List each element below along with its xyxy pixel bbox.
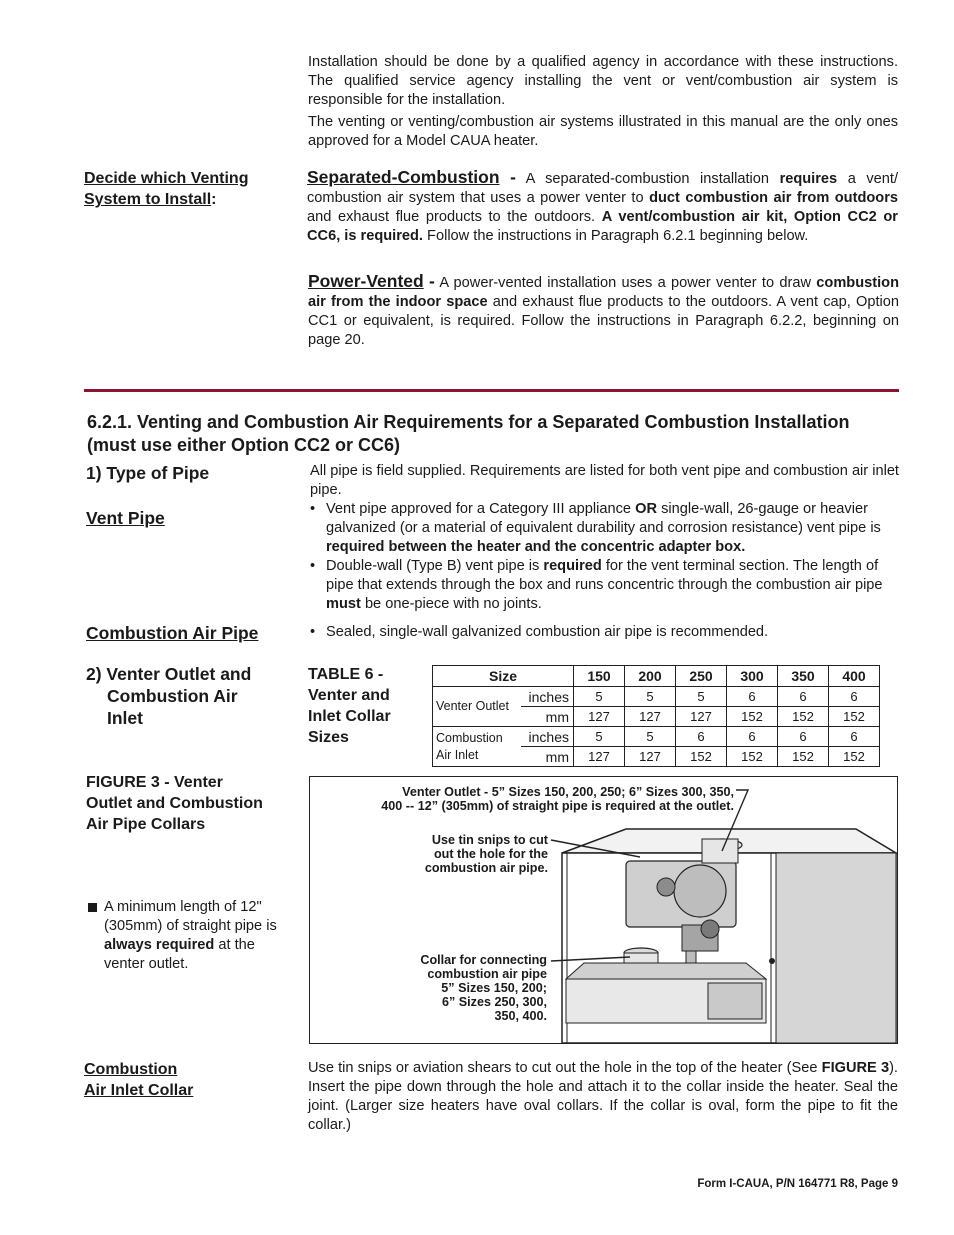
section-heading-line-1: 6.2.1. Venting and Combustion Air Requirements for a Separated Combustion Installation	[87, 412, 850, 432]
section-heading-line-2: (must use either Option CC2 or CC6)	[87, 435, 401, 455]
vent-pipe-b2-text-1: Double-wall (Type B) vent pipe is	[326, 558, 540, 574]
table6-unit: mm	[521, 707, 574, 727]
inlet-collar-bold: FIGURE 3	[821, 1060, 890, 1076]
table6-caption-line-1: TABLE 6 -	[308, 666, 384, 683]
figure3-note-text-2: at the venter outlet.	[104, 937, 255, 972]
vent-pipe-b2-bold-1: required	[543, 558, 602, 574]
table6-cell: 5	[676, 687, 727, 707]
vent-pipe-bullet-1	[308, 500, 900, 557]
table6-cell: 152	[676, 747, 727, 767]
inlet-collar-text-1: Use tin snips or aviation shears to cut out the hole in the top of the heater (See	[308, 1060, 818, 1076]
decide-colon: :	[211, 191, 217, 208]
table6-cell: 6	[829, 727, 880, 747]
power-vented-bold-1: combustion air from the indoor space	[308, 275, 899, 310]
vent-pipe-b1-bold-2: required between the heater and the concentric adapter box.	[326, 539, 746, 555]
table-row	[433, 727, 880, 747]
table6-cell: 152	[829, 707, 880, 727]
callout-venter-outlet	[320, 785, 734, 813]
table6-caption-line-4: Sizes	[308, 729, 349, 746]
table6-cell: 6	[778, 687, 829, 707]
separated-bold-3: A vent/combustion air kit, Option CC2 or CC6, is required.	[307, 209, 898, 244]
callout-venter-outlet-line-1: Venter Outlet - 5” Sizes 150, 200, 250; 6” Sizes 300, 350,	[402, 785, 734, 799]
callout-tin-snips-line-1: Use tin snips to cut	[431, 833, 548, 847]
page-footer: Form I-CAUA, P/N 164771 R8, Page 9	[697, 1178, 898, 1190]
table-row	[433, 687, 880, 707]
decide-venting-heading-text: Decide which Venting System to Install	[84, 170, 249, 208]
table6	[432, 665, 880, 767]
table6-header-cell: 400	[829, 666, 880, 687]
venter-outlet-label-line-2: Combustion Air	[107, 686, 238, 706]
table6-group-venter-outlet: Venter Outlet	[433, 687, 522, 727]
table6-cell: 6	[727, 687, 778, 707]
combustion-air-pipe-list	[308, 623, 900, 642]
vent-pipe-b2-text-2: for the vent terminal section. The length of pipe that extends through the box and runs concentric through the combustion air pipe	[326, 558, 883, 593]
vent-pipe-b2-bold-2: must	[326, 596, 361, 612]
table6-cell: 152	[778, 707, 829, 727]
figure3-note-bold: always required	[104, 937, 215, 953]
inlet-collar-label-line-1: Combustion	[84, 1061, 178, 1078]
separated-text-4: Follow the instructions in Paragraph 6.2.1 beginning below.	[427, 228, 809, 244]
intro-paragraph-1: Installation should be done by a qualified agency in accordance with these instructions. The qualified service agency installing the vent or vent/combustion air system is responsible for the installation.	[308, 54, 898, 108]
callout-tin-snips-line-3: combustion air pipe.	[424, 861, 548, 875]
separated-bold-2: duct combustion air from outdoors	[649, 190, 898, 206]
type-of-pipe-text: All pipe is field supplied. Requirements are listed for both vent pipe and combustion air inlet pipe.	[310, 463, 899, 498]
section-divider	[84, 389, 899, 392]
separated-text-3: and exhaust flue products to the outdoors.	[307, 209, 596, 225]
table6-cell: 127	[676, 707, 727, 727]
decide-venting-heading	[84, 168, 284, 210]
table6-caption-line-2: Venter and	[308, 687, 390, 704]
table6-unit: mm	[521, 747, 574, 767]
table6-cell: 5	[574, 687, 625, 707]
figure3-caption	[86, 772, 263, 835]
table6-header-cell: 300	[727, 666, 778, 687]
inlet-collar-label-line-2: Air Inlet Collar	[84, 1082, 194, 1099]
table6-cell: 152	[727, 747, 778, 767]
power-vented-paragraph	[308, 272, 899, 350]
table6-cell: 127	[574, 747, 625, 767]
venter-outlet-label-line-1: 2) Venter Outlet and	[86, 664, 252, 684]
separated-dash: -	[510, 167, 516, 187]
vent-pipe-b1-text-2: single-wall, 26-gauge or heavier galvanized (or a material of equivalent durability and corrosion resistance) vent pipe is	[326, 501, 881, 536]
inlet-collar-label	[84, 1059, 193, 1101]
table6-caption	[308, 664, 391, 748]
callout-tin-snips-line-2: out the hole for the	[433, 847, 548, 861]
table6-unit: inches	[521, 727, 574, 747]
vent-pipe-label: Vent Pipe	[86, 508, 165, 528]
figure3-note-text-1: A minimum length of 12" (305mm) of straight pipe is	[104, 899, 277, 934]
venter-outlet-label	[86, 663, 251, 729]
table6-cell: 6	[829, 687, 880, 707]
table6-header-row	[433, 666, 880, 687]
figure3-box	[309, 776, 898, 1044]
table6-caption-line-3: Inlet Collar	[308, 708, 391, 725]
combustion-air-pipe-bullet: • Sealed, single-wall galvanized combustion air pipe is recommended.	[308, 623, 900, 642]
figure3-caption-line-3: Air Pipe Collars	[86, 816, 206, 833]
power-vented-text-2: and exhaust flue products to the outdoors. A vent cap, Option CC1 or equivalent, is required. Follow the instructions in Paragraph 6.2.2, beginning on page 20.	[308, 294, 899, 348]
callout-collar-line-2: combustion air pipe	[427, 967, 547, 981]
power-vented-dash: -	[429, 271, 435, 291]
separated-combustion-paragraph	[307, 168, 898, 246]
separated-text-1: A separated-combustion installation	[525, 171, 770, 187]
table6-cell: 127	[625, 707, 676, 727]
table6-cell: 127	[625, 747, 676, 767]
table6-header-cell: 250	[676, 666, 727, 687]
intro-block	[308, 53, 898, 151]
vent-pipe-b2-text-3: be one-piece with no joints.	[364, 596, 542, 612]
vent-pipe-bullet-2	[308, 557, 900, 614]
table6-cell: 152	[727, 707, 778, 727]
power-vented-title: Power-Vented	[308, 271, 424, 291]
table6-cell: 6	[727, 727, 778, 747]
table6-header-cell: 200	[625, 666, 676, 687]
separated-combustion-title: Separated-Combustion	[307, 167, 500, 187]
figure3-note	[86, 898, 281, 974]
callout-tin-snips	[370, 833, 548, 875]
table6-cell: 5	[625, 727, 676, 747]
table6-cell: 6	[676, 727, 727, 747]
venter-outlet-label-line-3: Inlet	[107, 708, 143, 728]
vent-pipe-list	[308, 500, 900, 614]
section-heading	[87, 411, 899, 457]
table6-group-combustion-air-inlet: Combustion Air Inlet	[433, 727, 522, 767]
power-vented-text-1: A power-vented installation uses a power venter to draw	[439, 275, 811, 291]
callout-collar-line-1: Collar for connecting	[420, 953, 547, 967]
separated-text-2: a vent/ combustion air system that uses a power venter to	[307, 171, 898, 206]
table6-header-size: Size	[433, 666, 574, 687]
callout-collar	[370, 953, 547, 1023]
square-bullet-icon	[88, 903, 97, 912]
inlet-collar-paragraph	[308, 1059, 898, 1135]
vent-pipe-b1-bold-1: OR	[635, 501, 658, 517]
intro-paragraph-2: The venting or venting/combustion air systems illustrated in this manual are the only ones approved for a Model CAUA heater.	[308, 114, 898, 149]
inlet-collar-text-2: ). Insert the pipe down through the hole and attach it to the collar inside the heater. Seal the joint. (Larger size heaters have oval collars. If the collar is oval, form the pipe to fit the collar.)	[308, 1060, 898, 1133]
callout-venter-outlet-line-2: 400 -- 12” (305mm) of straight pipe is required at the outlet.	[381, 799, 734, 813]
callout-collar-line-3: 5” Sizes 150, 200;	[441, 981, 547, 995]
table6-header-cell: 350	[778, 666, 829, 687]
table6-cell: 5	[574, 727, 625, 747]
table6-cell: 127	[574, 707, 625, 727]
table6-unit: inches	[521, 687, 574, 707]
callout-collar-line-5: 350, 400.	[494, 1009, 547, 1023]
type-of-pipe-label: 1) Type of Pipe	[86, 463, 210, 483]
combustion-air-pipe-label: Combustion Air Pipe	[86, 623, 259, 643]
figure3-caption-line-1: FIGURE 3 - Venter	[86, 774, 223, 791]
figure3-caption-line-2: Outlet and Combustion	[86, 795, 263, 812]
callout-collar-line-4: 6” Sizes 250, 300,	[441, 995, 547, 1009]
separated-bold-1: requires	[779, 171, 838, 187]
vent-pipe-b1-text-1: Vent pipe approved for a Category III appliance	[326, 501, 632, 517]
table6-header-cell: 150	[574, 666, 625, 687]
table6-cell: 5	[625, 687, 676, 707]
table6-cell: 6	[778, 727, 829, 747]
table6-cell: 152	[778, 747, 829, 767]
table6-cell: 152	[829, 747, 880, 767]
